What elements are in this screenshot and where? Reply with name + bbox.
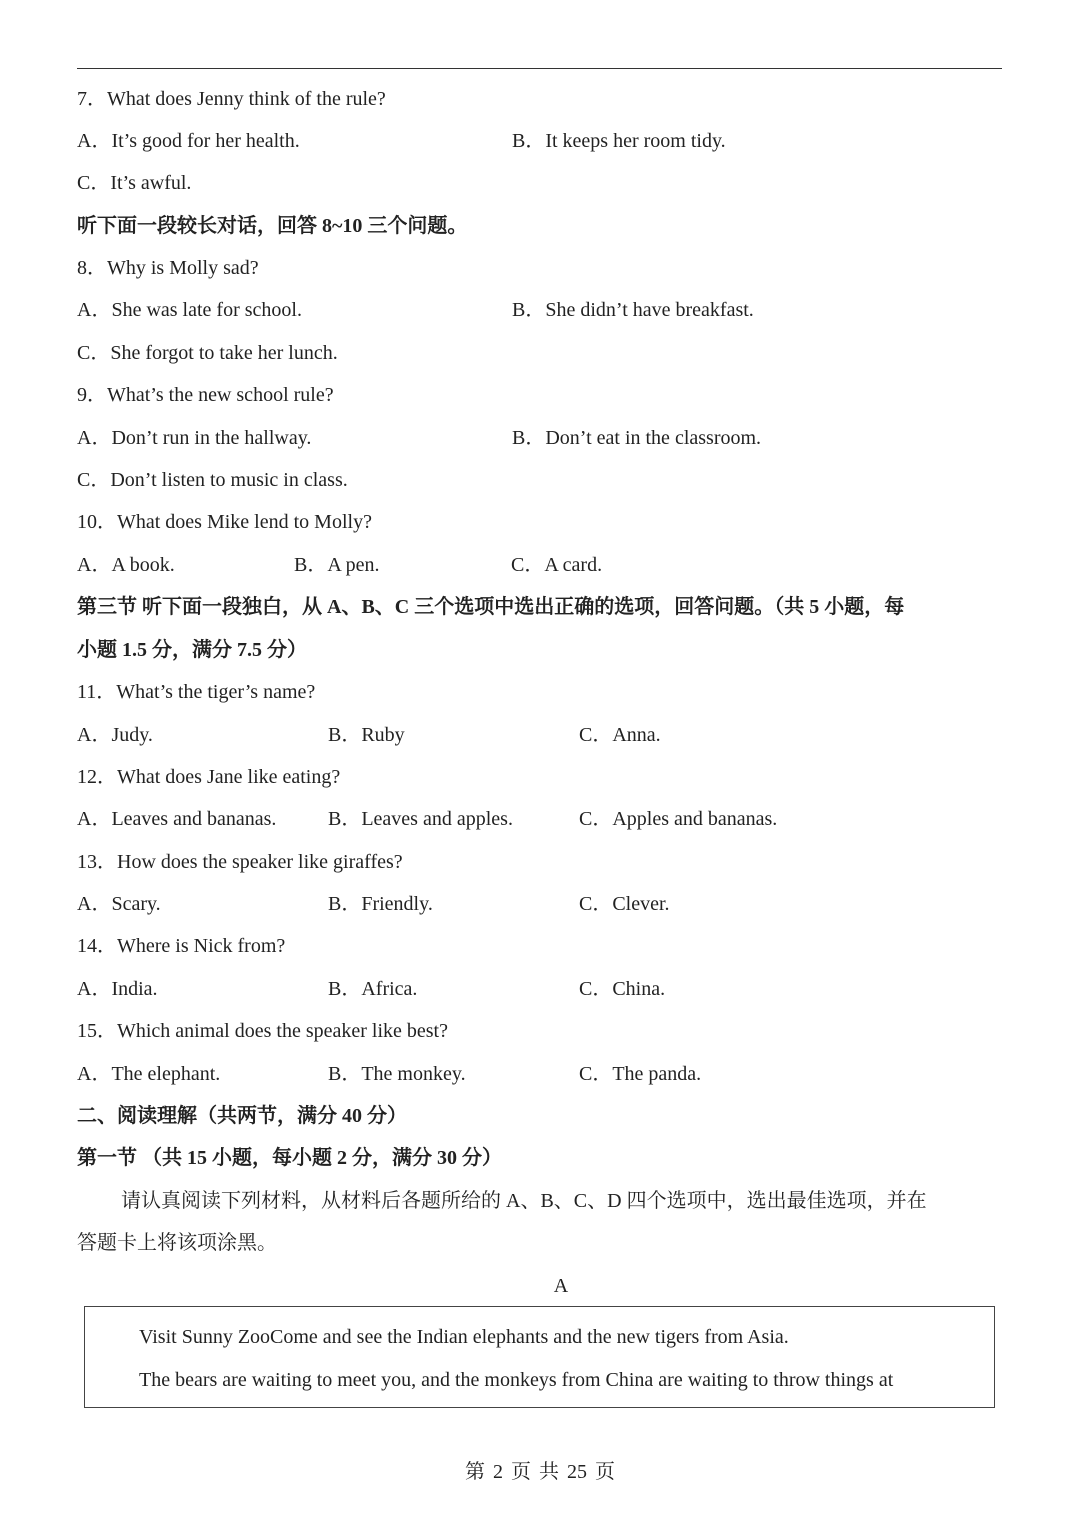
question-10-options (77, 548, 1007, 582)
q9-option-a: A．Don’t run in the hallway. (77, 427, 312, 449)
footer-total-pages: 25 (567, 1461, 587, 1483)
question-9-stem: 9．What’s the new school rule? (77, 384, 334, 406)
passage-box (84, 1306, 995, 1408)
q7-option-a: A．It’s good for her health. (77, 130, 300, 152)
q10-option-b: B．A pen. (294, 554, 380, 576)
q15-option-b: B．The monkey. (328, 1063, 466, 1085)
question-7-stem: 7．What does Jenny think of the rule? (77, 88, 386, 110)
question-10-stem: 10．What does Mike lend to Molly? (77, 511, 372, 533)
q13-option-a: A．Scary. (77, 893, 161, 915)
q11-option-c: C．Anna. (579, 724, 661, 746)
part2-section1-title: 第一节 （共 15 小题，每小题 2 分，满分 30 分） (77, 1147, 502, 1169)
passage-line1: Visit Sunny ZooCome and see the Indian elephants and the new tigers from Asia. (139, 1326, 789, 1348)
footer-page-number: 2 (493, 1461, 503, 1483)
q12-option-b: B．Leaves and apples. (328, 808, 513, 830)
q9-option-b: B．Don’t eat in the classroom. (512, 427, 762, 449)
q12-option-c: C．Apples and bananas. (579, 808, 778, 830)
q8-option-c: C．She forgot to take her lunch. (77, 342, 338, 364)
q14-option-c: C．China. (579, 978, 666, 1000)
reading-instruction-line1: 请认真阅读下列材料，从材料后各题所给的 A、B、C、D 四个选项中，选出最佳选项，并在 (121, 1190, 927, 1212)
footer-text-gong: 共 (539, 1461, 559, 1483)
question-15-options (77, 1057, 1007, 1091)
question-13-options (77, 887, 1007, 921)
footer-text-di: 第 (465, 1461, 485, 1483)
question-11-stem: 11．What’s the tiger’s name? (77, 681, 316, 703)
footer-text-ye: 页 (511, 1461, 531, 1483)
question-13-stem: 13．How does the speaker like giraffes? (77, 851, 403, 873)
question-9-options-row1 (77, 421, 1007, 455)
dialog-instruction: 听下面一段较长对话，回答 8~10 三个问题。 (77, 215, 468, 237)
passage-line2: The bears are waiting to meet you, and the monkeys from China are waiting to throw things at (139, 1369, 894, 1391)
question-15-stem: 15．Which animal does the speaker like best? (77, 1020, 448, 1042)
q8-option-b: B．She didn’t have breakfast. (512, 299, 754, 321)
question-11-options (77, 718, 1007, 752)
passage-label: A (553, 1275, 569, 1297)
q11-option-b: B．Ruby (328, 724, 405, 746)
q9-option-c: C．Don’t listen to music in class. (77, 469, 348, 491)
question-8-stem: 8．Why is Molly sad? (77, 257, 259, 279)
page-footer (0, 1455, 1080, 1489)
q12-option-a: A．Leaves and bananas. (77, 808, 277, 830)
q7-option-c: C．It’s awful. (77, 172, 192, 194)
question-12-stem: 12．What does Jane like eating? (77, 766, 341, 788)
q8-option-a: A．She was late for school. (77, 299, 302, 321)
q15-option-a: A．The elephant. (77, 1063, 221, 1085)
part2-title: 二、阅读理解（共两节，满分 40 分） (77, 1105, 407, 1127)
q14-option-b: B．Africa. (328, 978, 418, 1000)
q15-option-c: C．The panda. (579, 1063, 702, 1085)
question-8-options-row1 (77, 293, 1007, 327)
q14-option-a: A．India. (77, 978, 158, 1000)
question-14-stem: 14．Where is Nick from? (77, 935, 286, 957)
q13-option-b: B．Friendly. (328, 893, 433, 915)
section3-instruction-line1: 第三节 听下面一段独白，从 A、B、C 三个选项中选出正确的选项，回答问题。（共 5 小题，每 (77, 596, 905, 618)
reading-instruction-line2: 答题卡上将该项涂黑。 (77, 1232, 277, 1254)
question-14-options (77, 972, 1007, 1006)
q10-option-a: A．A book. (77, 554, 175, 576)
question-12-options (77, 802, 1007, 836)
q11-option-a: A．Judy. (77, 724, 153, 746)
question-7-options-row1 (77, 124, 1007, 158)
q13-option-c: C．Clever. (579, 893, 670, 915)
header-rule (77, 68, 1002, 69)
q10-option-c: C．A card. (511, 554, 603, 576)
q7-option-b: B．It keeps her room tidy. (512, 130, 726, 152)
section3-instruction-line2: 小题 1.5 分，满分 7.5 分） (77, 639, 307, 661)
footer-text-ye2: 页 (595, 1461, 615, 1483)
